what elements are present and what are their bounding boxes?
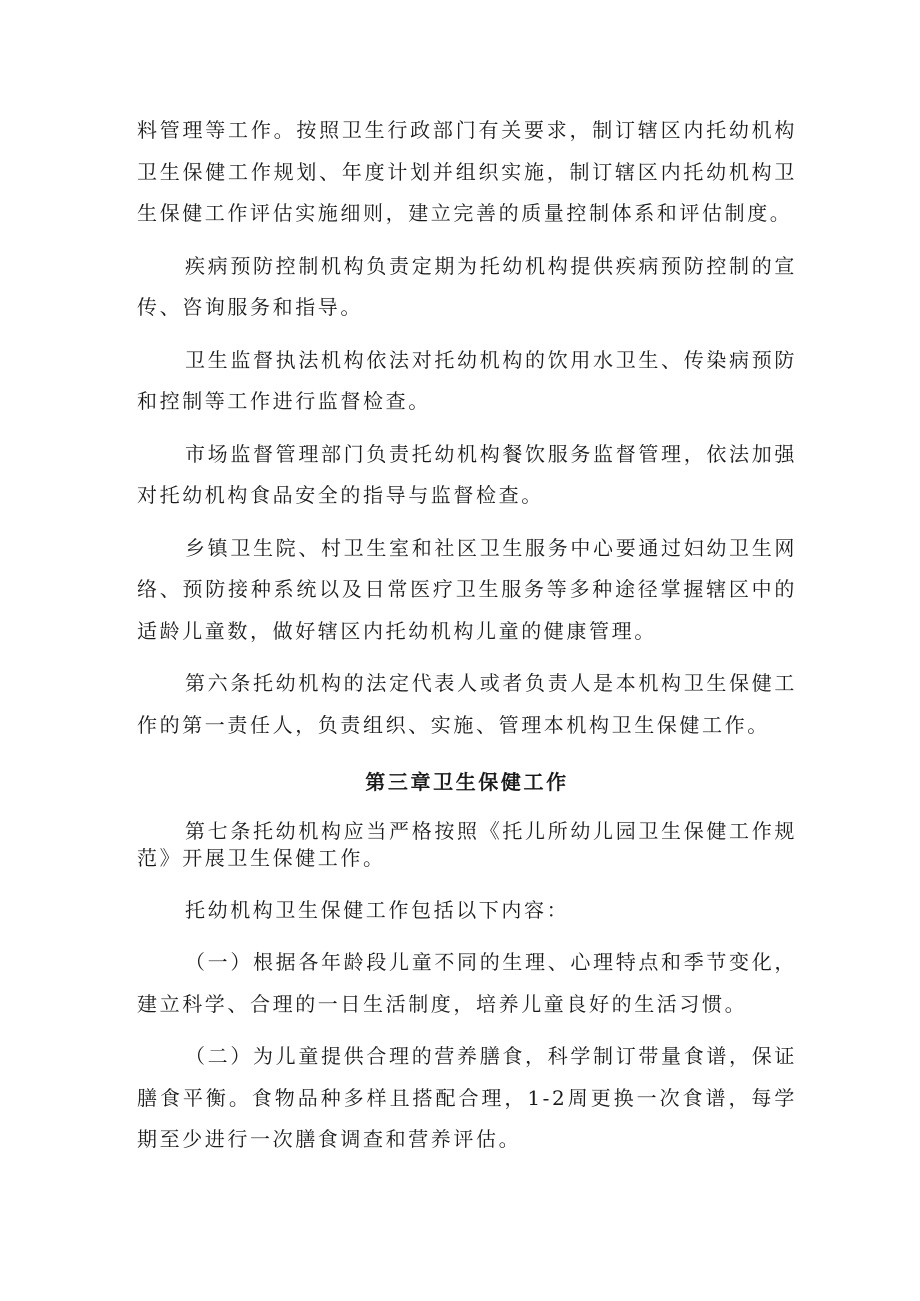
document-body xyxy=(137,110,797,1161)
paragraph-township-health: 乡镇卫生院、村卫生室和社区卫生服务中心要通过妇幼卫生网络、预防接种系统以及日常医疗卫生服务等多种途径掌握辖区中的适龄儿童数，做好辖区内托幼机构儿童的健康管理。 xyxy=(137,535,797,643)
paragraph-item-two: （二）为儿童提供合理的营养膳食，科学制订带量食谱，保证膳食平衡。食物品种多样且搭配合理，1-2周更换一次食谱，每学期至少进行一次膳食调查和营养评估。 xyxy=(137,1044,797,1151)
chapter-heading: 第三章卫生保健工作 xyxy=(365,770,569,794)
paragraph-work-contents: 托幼机构卫生保健工作包括以下内容： xyxy=(185,897,570,922)
paragraph-market-supervision: 市场监督管理部门负责托幼机构餐饮服务监督管理，依法加强对托幼机构食品安全的指导与监督检查。 xyxy=(137,441,797,507)
paragraph-article-seven: 第七条托幼机构应当严格按照《托儿所幼儿园卫生保健工作规范》开展卫生保健工作。 xyxy=(137,818,797,870)
paragraph-article-six: 第六条托幼机构的法定代表人或者负责人是本机构卫生保健工作的第一责任人，负责组织、实施、管理本机构卫生保健工作。 xyxy=(137,671,797,737)
paragraph-disease-control: 疾病预防控制机构负责定期为托幼机构提供疾病预防控制的宣传、咨询服务和指导。 xyxy=(137,253,797,319)
paragraph-item-one: （一）根据各年龄段儿童不同的生理、心理特点和季节变化，建立科学、合理的一日生活制度，培养儿童良好的生活习惯。 xyxy=(137,950,797,1016)
paragraph-health-supervision: 卫生监督执法机构依法对托幼机构的饮用水卫生、传染病预防和控制等工作进行监督检查。 xyxy=(137,347,797,413)
paragraph-health-admin-duties: 料管理等工作。按照卫生行政部门有关要求，制订辖区内托幼机构卫生保健工作规划、年度计划并组织实施，制订辖区内托幼机构卫生保健工作评估实施细则，建立完善的质量控制体系和评估制度。 xyxy=(137,118,797,225)
